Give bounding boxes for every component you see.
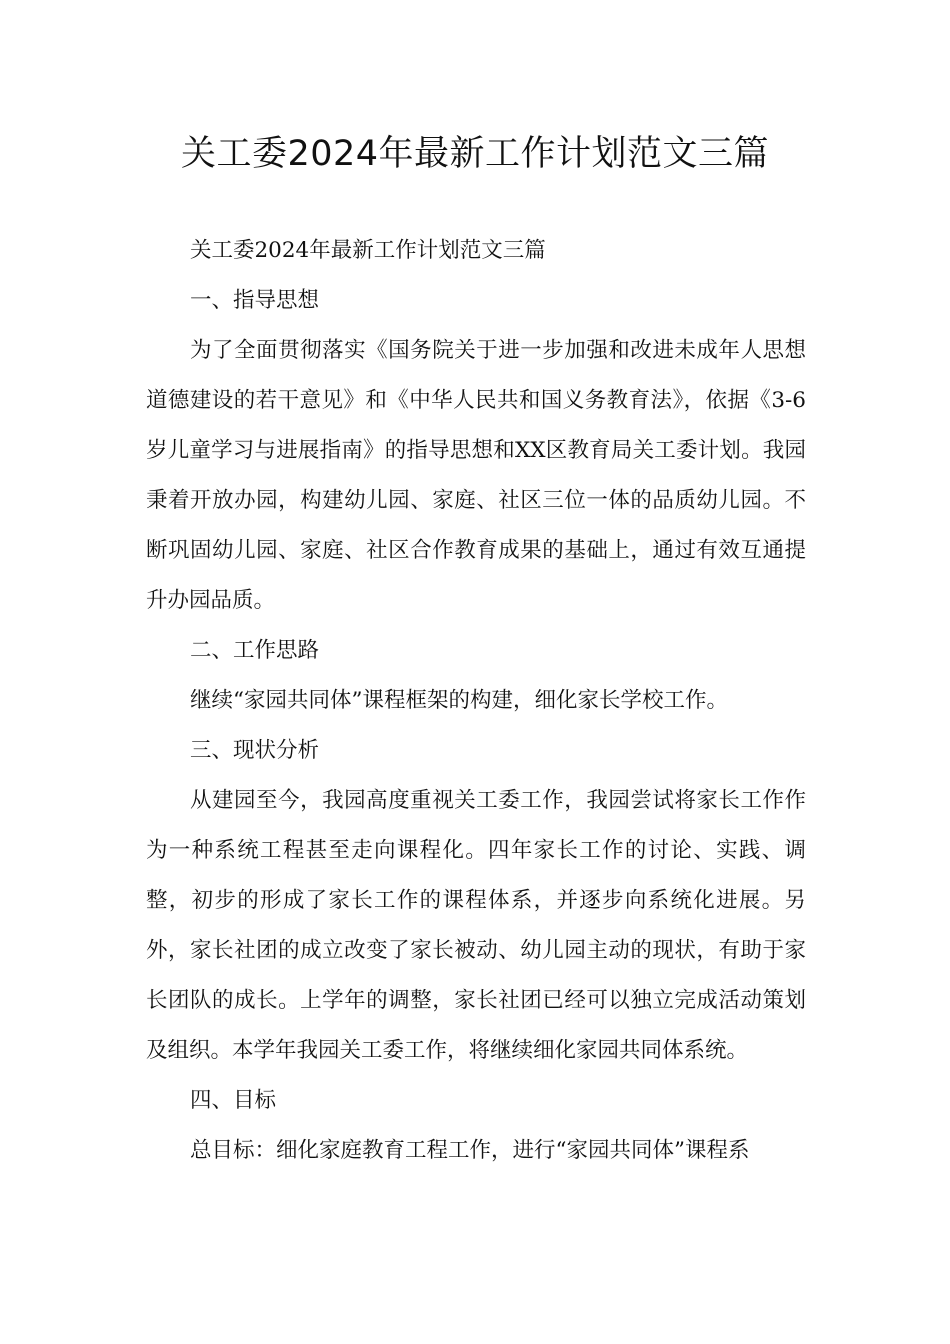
body-paragraph: 为了全面贯彻落实《国务院关于进一步加强和改进未成年人思想道德建设的若干意见》和《中华人民共和国义务教育法》，依据《3-6岁儿童学习与进展指南》的指导思想和XX区教育局关工委计划。我园秉着开放办园，构建幼儿园、家庭、社区三位一体的品质幼儿园。不断巩固幼儿园、家庭、社区合作教育成果的基础上，通过有效互通提升办园品质。 bbox=[146, 338, 806, 613]
document-body bbox=[146, 226, 806, 1176]
body-paragraph: 总目标：细化家庭教育工程工作，进行“家园共同体”课程系 bbox=[190, 1138, 750, 1163]
body-paragraph: 从建园至今，我园高度重视关工委工作，我园尝试将家长工作作为一种系统工程甚至走向课程化。四年家长工作的讨论、实践、调整，初步的形成了家长工作的课程体系，并逐步向系统化进展。另外，家长社团的成立改变了家长被动、幼儿园主动的现状，有助于家长团队的成长。上学年的调整，家长社团已经可以独立完成活动策划及组织。本学年我园关工委工作，将继续细化家园共同体系统。 bbox=[146, 788, 806, 1063]
section-heading-status-analysis: 三、现状分析 bbox=[190, 738, 320, 763]
section-heading-work-approach: 二、工作思路 bbox=[190, 638, 320, 663]
body-paragraph: 继续“家园共同体”课程框架的构建，细化家长学校工作。 bbox=[190, 688, 728, 713]
document-title: 关工委2024年最新工作计划范文三篇 bbox=[180, 134, 770, 174]
section-heading-goals: 四、目标 bbox=[190, 1088, 277, 1113]
subtitle-paragraph: 关工委2024年最新工作计划范文三篇 bbox=[190, 238, 546, 263]
section-heading-guiding-ideology: 一、指导思想 bbox=[190, 288, 320, 313]
